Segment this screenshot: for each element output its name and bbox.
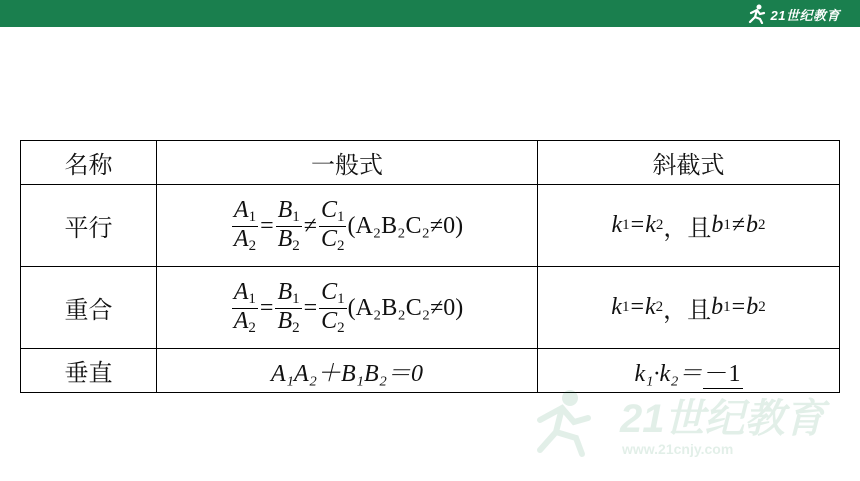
condition: (A₂B₂C₂≠0) [347, 294, 464, 321]
header-slope-intercept: 斜截式 [538, 141, 840, 185]
logo-text: 21世纪教育 [770, 7, 840, 23]
slope-form-parallel: k 1 = k 2 ，且 b 1 ≠ b 2 [538, 185, 840, 267]
slope-product: k₁·k₂＝ [634, 361, 703, 387]
slope-form-coincident: k 1 = k 2 ，且 b 1 = b 2 [538, 267, 840, 349]
runner-logo-icon [745, 4, 767, 24]
brand-logo [745, 3, 840, 25]
row-label-coincident: 重合 [21, 267, 157, 349]
fraction-c: $\frac{C_1}{C_2}$ [321, 278, 345, 336]
table-row-parallel [21, 185, 840, 267]
condition: (A₂B₂C₂≠0) [347, 212, 464, 239]
watermark-url: www.21cnjy.com [622, 441, 734, 457]
watermark-text: 21世纪教育 [620, 397, 825, 441]
row-label-parallel: 平行 [21, 185, 157, 267]
fraction-a: $\frac{A_1}{A_2}$ [233, 278, 256, 336]
slope-form-perpendicular [538, 349, 840, 393]
answer-blank: －1 [703, 353, 743, 389]
fraction-b: $\frac{B_1}{B_2}$ [277, 196, 300, 254]
general-form-parallel: $\frac{A_1}{A_2}$ = $\frac{B_1}{B_2}$ ≠ $\frac{C_1}{C_2}$ (A₂B₂C₂≠0) [157, 185, 538, 267]
table-header-row [21, 141, 840, 185]
header-general-form: 一般式 [157, 141, 538, 185]
fraction-a: $\frac{A_1}{A_2}$ [233, 196, 257, 254]
top-banner [0, 0, 860, 27]
line-relations-table [20, 140, 840, 393]
table-row-perpendicular [21, 349, 840, 393]
table-row-coincident [21, 267, 840, 349]
fraction-b: $\frac{B_1}{B_2}$ [277, 278, 300, 336]
fraction-c: $\frac{C_1}{C_2}$ [320, 196, 345, 254]
general-form-coincident: $\frac{A_1}{A_2}$ = $\frac{B_1}{B_2}$ = $\frac{C_1}{C_2}$ (A₂B₂C₂≠0) [157, 267, 538, 349]
general-form-perpendicular: A₁A₂＋B₁B₂＝0 [157, 349, 538, 393]
row-label-perpendicular: 垂直 [21, 349, 157, 393]
header-name: 名称 [21, 141, 157, 185]
